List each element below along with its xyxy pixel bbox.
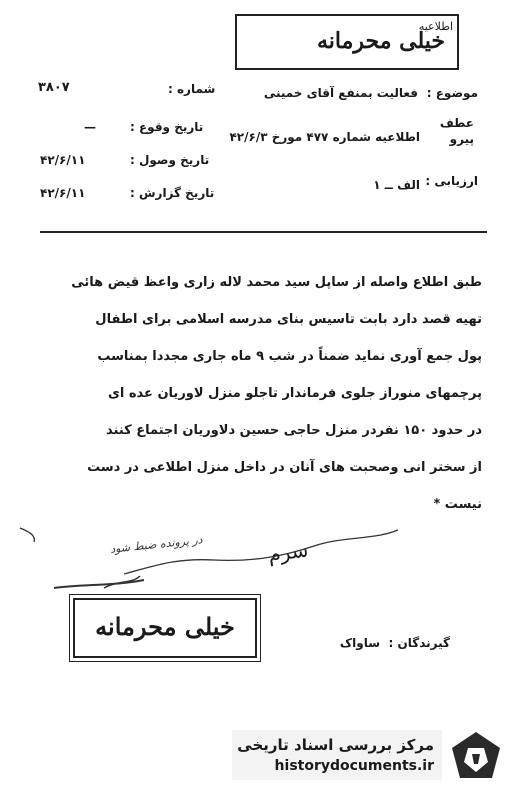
footer-url: historydocuments.ir xyxy=(274,758,434,774)
header-separator xyxy=(40,231,487,233)
event-date-label: تاریخ وقوع : xyxy=(130,120,204,134)
report-date-value: ۴۲/۶/۱۱ xyxy=(40,186,86,200)
body-line: پول جمع آوری نماید ضمناً در شب ۹ ماه جاری مجددا بمناسب xyxy=(97,349,482,364)
event-date-value: — xyxy=(84,120,96,134)
archive-logo-icon xyxy=(448,728,504,784)
body-line: طبق اطلاع واصله از ساپل سید محمد لاله زاری واعظ قیض هائی xyxy=(71,275,482,290)
recipients-value: ساواک xyxy=(339,636,380,650)
receipt-date-label: تاریخ وصول : xyxy=(130,153,210,167)
stamp-main-text: خیلی محرمانه xyxy=(316,28,445,54)
body-line: از سختر انی وصحبت های آنان در داخل منزل اطلاعی در دست xyxy=(87,460,482,475)
footer-org-name: مرکز بررسی اسناد تاریخی xyxy=(237,736,434,754)
subject-value: فعالیت بمنفع آقای خمینی xyxy=(263,86,418,100)
ref-value: اطلاعیه شماره ۴۷۷ مورخ ۴۲/۶/۳ xyxy=(229,130,420,144)
body-line: تهیه قصد دارد بابت تاسیس بنای مدرسه اسلامی برای اطفال xyxy=(95,312,482,327)
ref-label: عطف xyxy=(439,116,474,130)
footer-watermark xyxy=(232,730,442,780)
report-date-label: تاریخ گزارش : xyxy=(130,186,215,200)
top-classification-stamp xyxy=(235,14,459,70)
body-line: در حدود ۱۵۰ نفردر منزل حاجی حسین دلاوریان اجتماع کنند xyxy=(106,423,482,438)
subject-label: موضوع : xyxy=(426,86,478,100)
number-value: ۳۸۰۷ xyxy=(38,80,70,95)
receipt-date-value: ۴۲/۶/۱۱ xyxy=(40,153,86,167)
recipients-label: گیرندگان : xyxy=(388,636,450,650)
handwritten-scribble-icon xyxy=(14,522,414,602)
ref-sub-label: پیرو xyxy=(449,132,474,146)
bottom-stamp-text: خیلی محرمانه xyxy=(95,612,235,641)
signature: سرم xyxy=(266,537,310,567)
bottom-classification-stamp xyxy=(73,598,257,658)
handwritten-note: در پرونده ضبط شود xyxy=(109,533,204,556)
stamp-small-label: اطلاعیه xyxy=(418,20,453,33)
number-label: شماره : xyxy=(168,82,216,96)
assessment-label: ارزیابی : xyxy=(425,174,478,188)
body-line: نیست * xyxy=(433,497,482,512)
body-line: پرچمهای منوراز جلوی فرماندار تاجلو منزل لاوریان عده ای xyxy=(107,386,482,401)
assessment-value: الف ــ ۱ xyxy=(373,178,420,192)
